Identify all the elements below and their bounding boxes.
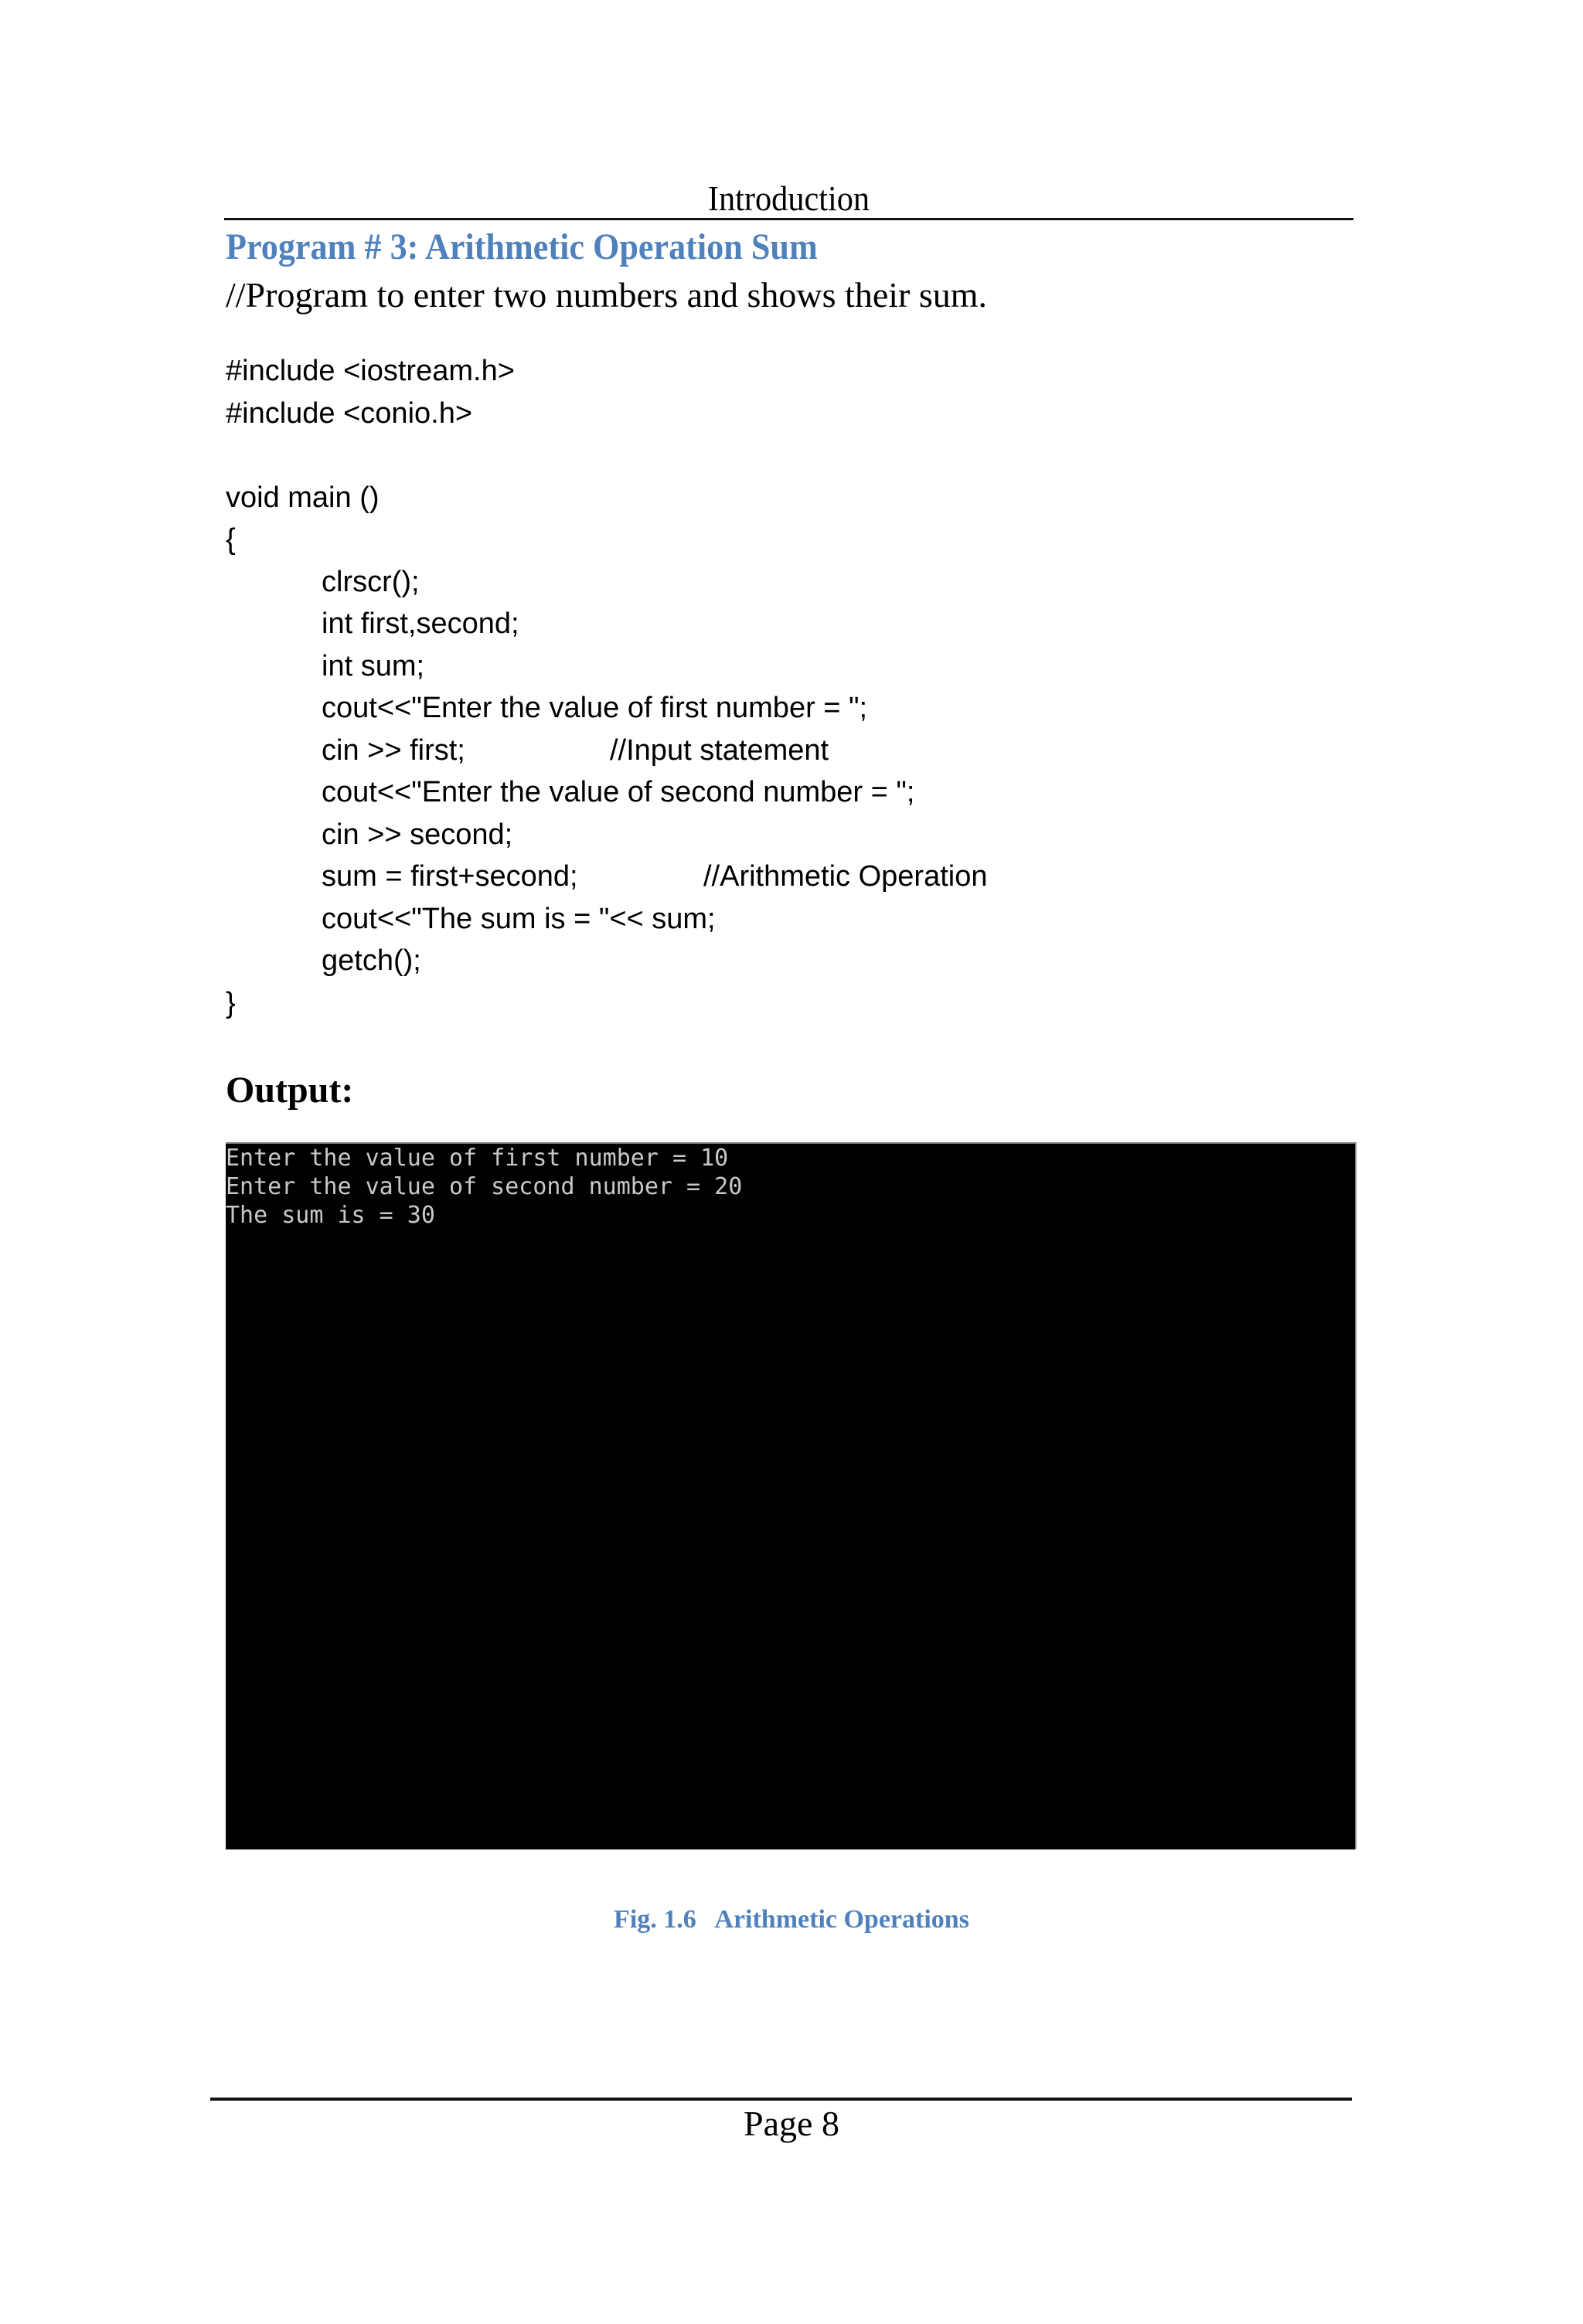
figure-caption: Fig. 1.6 Arithmetic Operations: [614, 1905, 969, 1934]
console-line: Enter the value of second number = 20: [226, 1173, 743, 1200]
header-title: Introduction: [707, 179, 870, 218]
code-text: getch();: [322, 944, 421, 977]
code-text: clrscr();: [322, 565, 420, 598]
code-text: int sum;: [322, 649, 425, 682]
code-text: cout<<"Enter the value of second number = ";: [322, 776, 915, 808]
code-line: [226, 814, 914, 856]
code-line: [226, 561, 914, 604]
output-heading: Output:: [226, 1070, 354, 1111]
code-text: cout<<"The sum is = "<< sum;: [322, 902, 716, 935]
code-text: }: [226, 986, 236, 1019]
console-line: Enter the value of first number = 10: [226, 1145, 729, 1172]
code-line: [226, 603, 914, 645]
code-text: void main (): [226, 481, 380, 514]
code-line: [226, 771, 914, 814]
code-line: [226, 687, 914, 730]
footer-divider: [210, 2098, 1352, 2101]
code-line: [226, 982, 914, 1025]
console-line: The sum is = 30: [226, 1202, 435, 1229]
code-line: [226, 393, 914, 435]
code-text: cout<<"Enter the value of first number = ";: [322, 692, 868, 724]
code-line: [226, 477, 914, 519]
code-text: int first,second;: [322, 607, 519, 640]
page-number: Page 8: [744, 2104, 839, 2143]
code-comment: //Input statement: [610, 733, 829, 767]
code-comment: //Arithmetic Operation: [703, 860, 988, 893]
code-line: [226, 856, 988, 898]
code-line: [226, 350, 914, 393]
code-line: [226, 645, 914, 688]
code-text: sum = first+second;: [322, 860, 578, 893]
program-description-comment: //Program to enter two numbers and shows their sum.: [226, 275, 988, 315]
code-line: [226, 730, 914, 772]
code-text: {: [226, 523, 236, 556]
code-text: #include <conio.h>: [226, 396, 473, 430]
code-line-blank: [226, 434, 914, 477]
running-header: [224, 178, 1353, 220]
code-line: [226, 898, 914, 941]
program-title: Program # 3: Arithmetic Operation Sum: [226, 226, 818, 267]
console-output-screenshot: [226, 1142, 1357, 1849]
code-line: [226, 940, 914, 982]
code-line: [226, 519, 914, 561]
code-text: #include <iostream.h>: [226, 355, 515, 387]
code-text: cin >> second;: [322, 818, 513, 851]
code-listing: [226, 350, 988, 1024]
code-text: cin >> first;: [322, 733, 465, 767]
